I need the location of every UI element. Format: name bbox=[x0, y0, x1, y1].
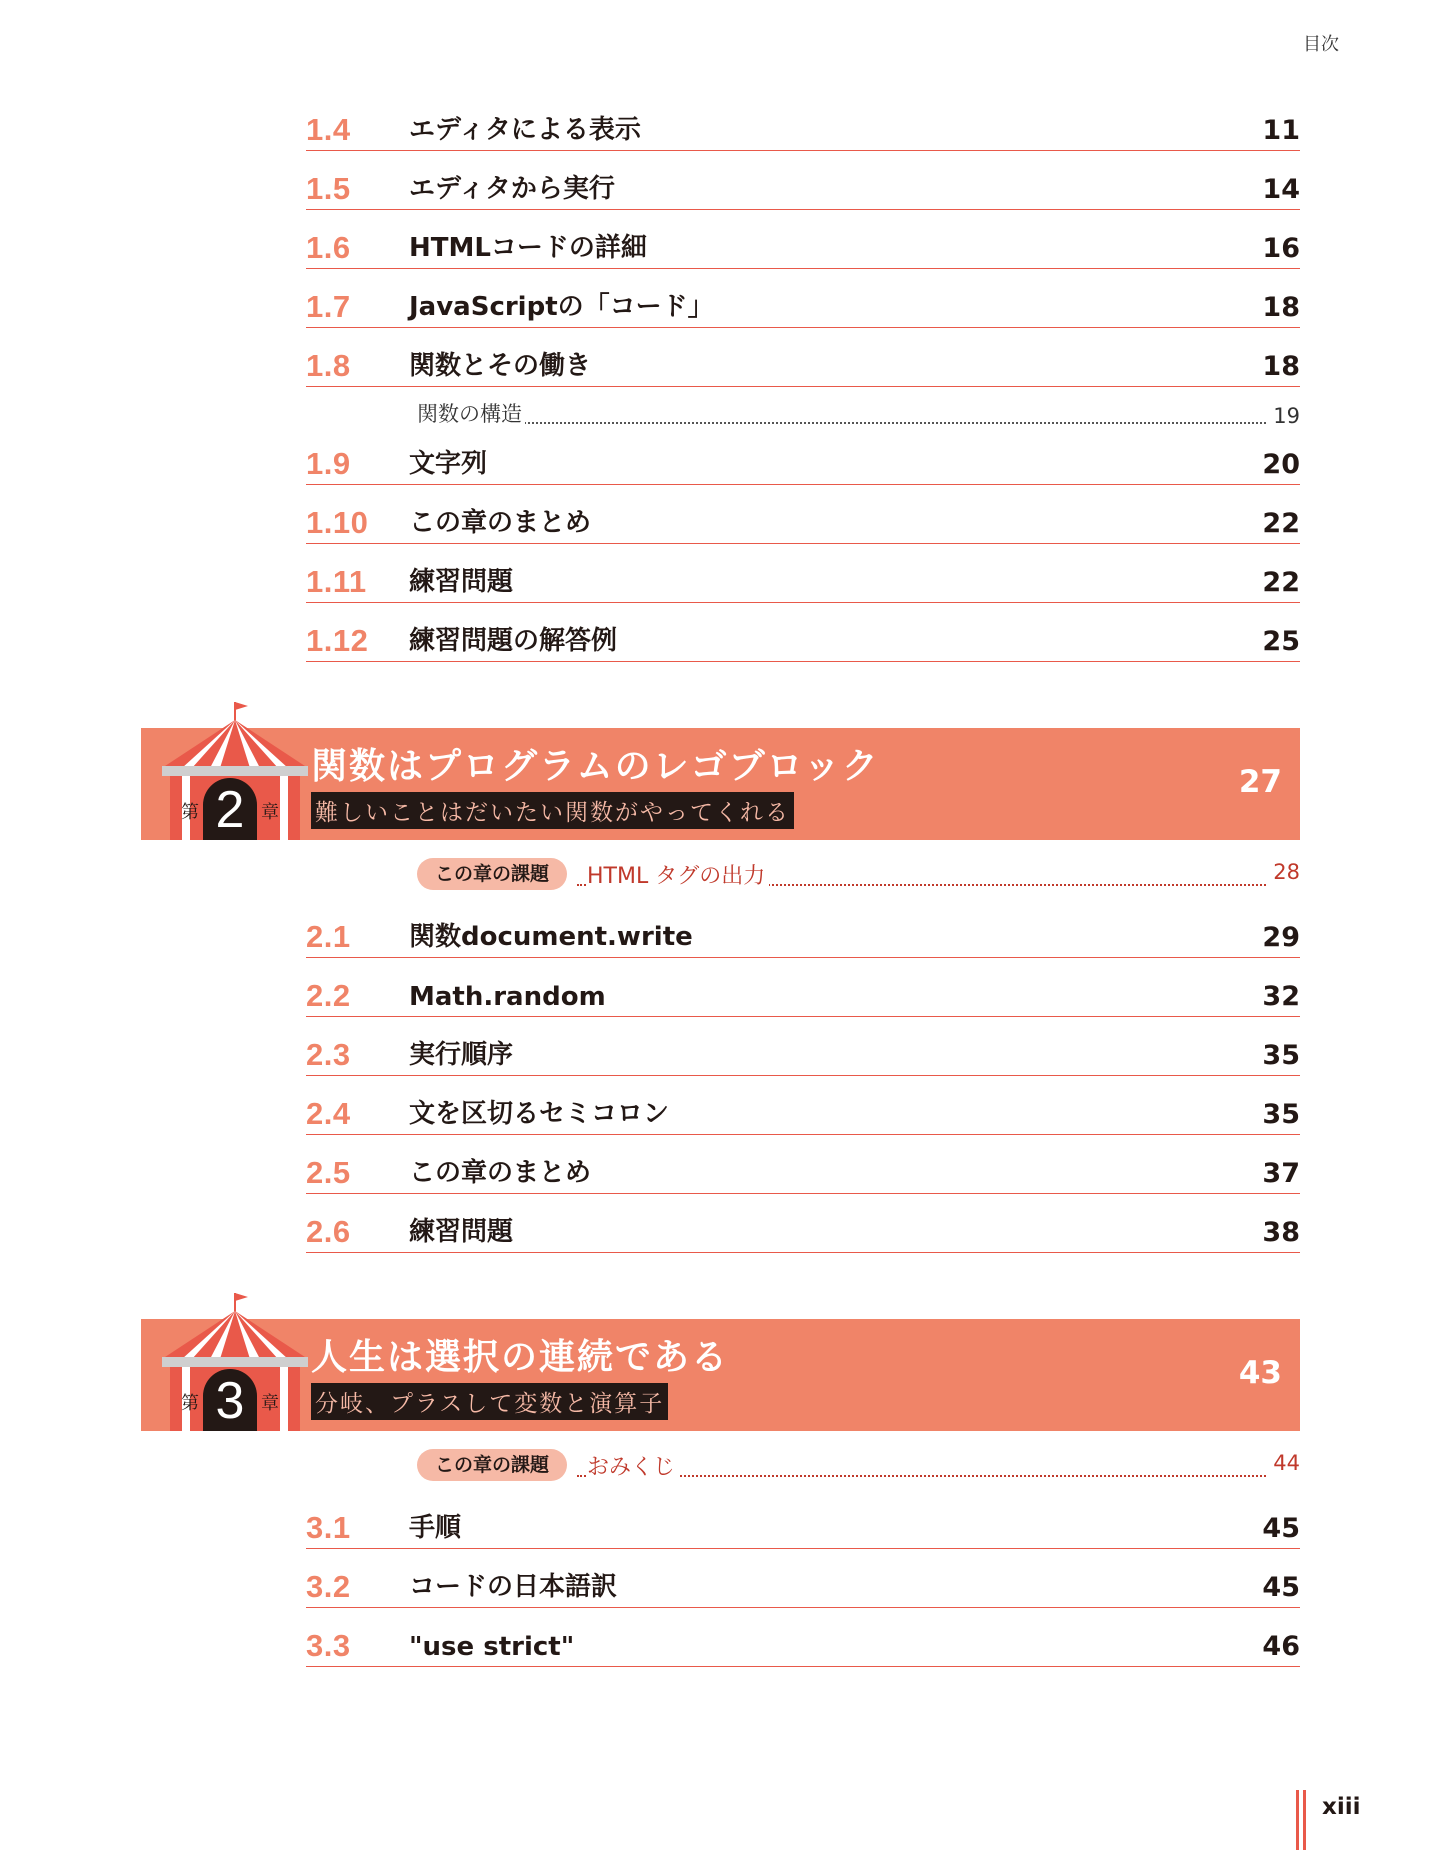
section-title: 関数document.write bbox=[409, 922, 693, 952]
dot-leader bbox=[417, 422, 1266, 424]
section-title: エディタによる表示 bbox=[409, 115, 641, 145]
toc-entry[interactable] bbox=[306, 554, 1300, 603]
task-title: おみくじ bbox=[587, 1450, 679, 1481]
page-number: 19 bbox=[1270, 404, 1300, 428]
section-title: 練習問題の解答例 bbox=[409, 626, 618, 656]
section-title: JavaScriptの「コード」 bbox=[409, 292, 714, 322]
section-number: 1.9 bbox=[306, 446, 351, 481]
section-number: 3.3 bbox=[306, 1628, 351, 1663]
section-number: 2.5 bbox=[306, 1155, 351, 1190]
task-label-badge: この章の課題 bbox=[417, 858, 567, 890]
page-number: 11 bbox=[1262, 115, 1300, 146]
page-number: 29 bbox=[1262, 922, 1300, 953]
toc-entry[interactable] bbox=[306, 1500, 1300, 1549]
section-number: 2.3 bbox=[306, 1037, 351, 1072]
section-number: 1.10 bbox=[306, 505, 369, 540]
section-title: 練習問題 bbox=[409, 567, 514, 597]
section-title: この章のまとめ bbox=[409, 1158, 592, 1188]
chapter-task-entry[interactable] bbox=[417, 858, 1300, 892]
section-number: 1.6 bbox=[306, 230, 351, 265]
section-number: 1.11 bbox=[306, 564, 367, 599]
toc-entry[interactable] bbox=[306, 1559, 1300, 1608]
page-number: 22 bbox=[1262, 567, 1300, 598]
section-number: 2.6 bbox=[306, 1214, 351, 1249]
section-number: 1.7 bbox=[306, 289, 351, 324]
task-label-badge: この章の課題 bbox=[417, 1449, 567, 1481]
toc-entry[interactable] bbox=[306, 1618, 1300, 1667]
section-title: この章のまとめ bbox=[409, 508, 592, 538]
section-title: Math.random bbox=[409, 982, 606, 1012]
toc-entry[interactable] bbox=[306, 1204, 1300, 1253]
toc-entry[interactable] bbox=[306, 338, 1300, 387]
section-number: 2.2 bbox=[306, 978, 351, 1013]
chapter-number: 2 bbox=[203, 778, 257, 840]
dot-leader bbox=[577, 1475, 1266, 1477]
chapter-number: 3 bbox=[203, 1369, 257, 1431]
toc-entry[interactable] bbox=[306, 909, 1300, 958]
page-number: 44 bbox=[1270, 1451, 1300, 1475]
chapter-header-2[interactable] bbox=[141, 728, 1300, 840]
page-number: 22 bbox=[1262, 508, 1300, 539]
toc-entry[interactable] bbox=[306, 279, 1300, 328]
chapter-subtitle: 難しいことはだいたい関数がやってくれる bbox=[311, 792, 794, 829]
chapter-title: 人生は選択の連続である bbox=[311, 1337, 730, 1378]
chapter-title: 関数はプログラムのレゴブロック bbox=[311, 746, 880, 787]
section-title: 練習問題 bbox=[409, 1217, 514, 1247]
section-number: 3.1 bbox=[306, 1510, 351, 1545]
section-title: エディタから実行 bbox=[409, 174, 615, 204]
chapter-task-entry[interactable] bbox=[417, 1449, 1300, 1483]
section-number: 2.4 bbox=[306, 1096, 351, 1131]
chapter-suffix: 章 bbox=[261, 1393, 279, 1414]
section-title: 文を区切るセミコロン bbox=[409, 1099, 670, 1129]
subsection-title: 関数の構造 bbox=[417, 398, 525, 428]
section-number: 1.5 bbox=[306, 171, 351, 206]
toc-entry[interactable] bbox=[306, 220, 1300, 269]
page-number: 45 bbox=[1262, 1513, 1300, 1544]
chapter-page-number: 27 bbox=[1238, 764, 1282, 800]
page-number: 46 bbox=[1262, 1631, 1300, 1662]
page-folio: xiii bbox=[1322, 1794, 1361, 1820]
page-number: 25 bbox=[1262, 626, 1300, 657]
section-title: コードの日本語訳 bbox=[409, 1572, 618, 1602]
chapter-prefix: 第 bbox=[181, 1393, 199, 1414]
toc-entry[interactable] bbox=[306, 436, 1300, 485]
toc-entry[interactable] bbox=[306, 1027, 1300, 1076]
page-number: 28 bbox=[1270, 860, 1300, 884]
toc-entry[interactable] bbox=[306, 968, 1300, 1017]
page-number: 20 bbox=[1262, 449, 1300, 480]
section-title: 関数とその働き bbox=[409, 351, 592, 381]
page-number: 35 bbox=[1262, 1040, 1300, 1071]
section-title: 文字列 bbox=[409, 449, 488, 479]
page-number: 37 bbox=[1262, 1158, 1300, 1189]
chapter-header-3[interactable] bbox=[141, 1319, 1300, 1431]
page-number: 38 bbox=[1262, 1217, 1300, 1248]
section-number: 1.4 bbox=[306, 112, 351, 147]
section-title: 手順 bbox=[409, 1513, 462, 1543]
section-number: 3.2 bbox=[306, 1569, 351, 1604]
page-number: 18 bbox=[1262, 351, 1300, 382]
task-title: HTML タグの出力 bbox=[587, 859, 769, 890]
section-title: "use strict" bbox=[409, 1632, 575, 1662]
toc-entry[interactable] bbox=[306, 102, 1300, 151]
chapter-suffix: 章 bbox=[261, 802, 279, 823]
page-number: 45 bbox=[1262, 1572, 1300, 1603]
running-head: 目次 bbox=[1303, 34, 1339, 55]
section-title: 実行順序 bbox=[409, 1040, 514, 1070]
chapter-prefix: 第 bbox=[181, 802, 199, 823]
page-number: 18 bbox=[1262, 292, 1300, 323]
chapter-page-number: 43 bbox=[1238, 1355, 1282, 1391]
toc-subentry[interactable] bbox=[417, 400, 1300, 430]
section-number: 2.1 bbox=[306, 919, 351, 954]
chapter-subtitle: 分岐、プラスして変数と演算子 bbox=[311, 1383, 668, 1420]
page-number: 32 bbox=[1262, 981, 1300, 1012]
section-number: 1.8 bbox=[306, 348, 351, 383]
toc-entry[interactable] bbox=[306, 613, 1300, 662]
folio-rule bbox=[1296, 1790, 1310, 1850]
page-number: 14 bbox=[1262, 174, 1300, 205]
toc-entry[interactable] bbox=[306, 1145, 1300, 1194]
toc-entry[interactable] bbox=[306, 495, 1300, 544]
toc-entry[interactable] bbox=[306, 1086, 1300, 1135]
page-number: 16 bbox=[1262, 233, 1300, 264]
section-title: HTMLコードの詳細 bbox=[409, 233, 647, 263]
toc-entry[interactable] bbox=[306, 161, 1300, 210]
page-number: 35 bbox=[1262, 1099, 1300, 1130]
section-number: 1.12 bbox=[306, 623, 369, 658]
